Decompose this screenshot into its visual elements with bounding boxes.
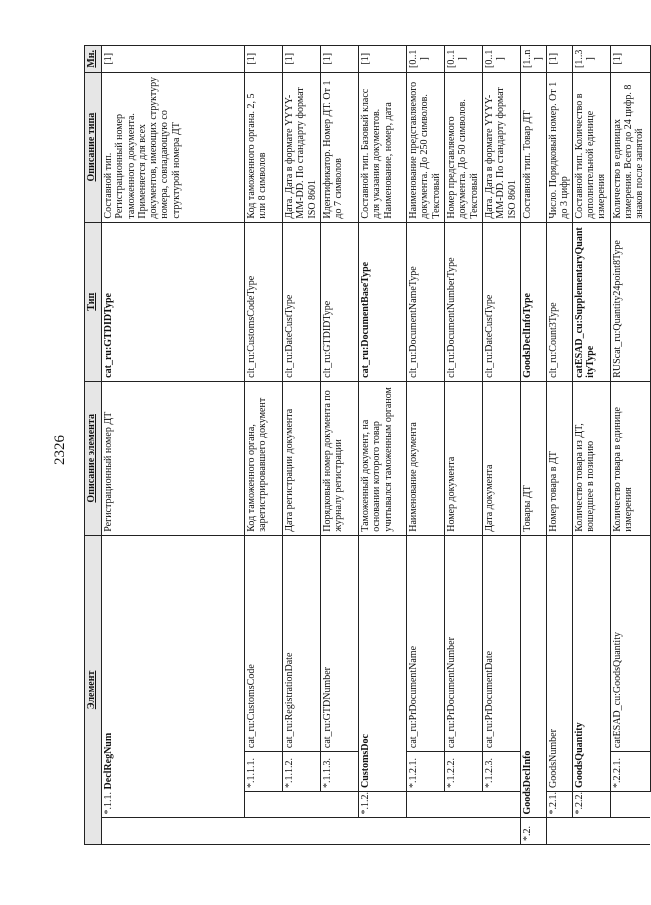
- table-row: [245, 46, 283, 845]
- multiplicity-cell: [1]: [321, 46, 359, 73]
- description-cell: Дата регистрации документа: [283, 381, 321, 535]
- multiplicity-cell: [1..n]: [521, 46, 547, 73]
- type-description-cell: Номер представляемого документа. До 50 символов. Текстовый: [445, 72, 483, 222]
- element-name: GoodsDeclInfo: [521, 535, 547, 818]
- type-cell: cat_ru:DocumentBaseType: [359, 222, 407, 381]
- table-row: [445, 46, 483, 845]
- element-name: CustomsDoc: [359, 535, 407, 791]
- element-table: [84, 45, 651, 845]
- type-cell: clt_ru:DateCustType: [283, 222, 321, 381]
- multiplicity-cell: [1]: [283, 46, 321, 73]
- type-cell: clt_ru:GTDIDType: [321, 222, 359, 381]
- indent-cell: [572, 818, 610, 845]
- header-element: Элемент: [85, 535, 102, 844]
- type-cell: cat_ru:GTDIDType: [102, 222, 245, 381]
- multiplicity-cell: [1]: [102, 46, 245, 73]
- description-cell: Таможенный документ, на основании которого товар учитывался таможенным органом: [359, 381, 407, 535]
- indent-cell: [445, 818, 483, 845]
- element-index: *.2.1.: [546, 791, 572, 818]
- element-index: *.1.2.2.: [445, 752, 483, 792]
- type-cell: clt_ru:DocumentNumberType: [445, 222, 483, 381]
- table-row: [572, 46, 610, 845]
- header-row: [85, 46, 102, 845]
- description-cell: Дата документа: [483, 381, 521, 535]
- type-description-cell: Дата. Дата в формате YYYY-MM-DD. По стандарту формат ISO 8601: [283, 72, 321, 222]
- element-index: *.2.: [521, 818, 547, 845]
- header-description: Описание элемента: [85, 381, 102, 535]
- description-cell: Наименование документа: [407, 381, 445, 535]
- indent-cell: [321, 818, 359, 845]
- type-cell: clt_ru:CustomsCodeType: [245, 222, 283, 381]
- element-index: *.1.1.1.: [245, 752, 283, 792]
- table-row: [407, 46, 445, 845]
- element-name: GoodsQuantity: [572, 535, 610, 791]
- indent-cell: [445, 791, 483, 818]
- type-cell: clt_ru:Count3Type: [546, 222, 572, 381]
- element-name: cat_ru:RegistrationDate: [283, 535, 321, 751]
- element-name: cat_ru:PrDocumentNumber: [445, 535, 483, 751]
- table-row: [610, 46, 650, 845]
- element-index: *.2.2.1.: [610, 752, 650, 792]
- rotated-table-wrapper: [84, 45, 646, 845]
- indent-cell: [407, 818, 445, 845]
- type-cell: clt_ru:DateCustType: [483, 222, 521, 381]
- multiplicity-cell: [1]: [359, 46, 407, 73]
- indent-cell: [102, 818, 245, 845]
- multiplicity-cell: [1]: [610, 46, 650, 73]
- header-type: Тип: [85, 222, 102, 381]
- type-description-cell: Код таможенного органа. 2, 5 или 8 символов: [245, 72, 283, 222]
- multiplicity-cell: [1]: [546, 46, 572, 73]
- header-type-description: Описание типа: [85, 72, 102, 222]
- element-index: *.1.1.: [103, 791, 114, 815]
- description-cell: Регистрационный номер ДТ: [102, 381, 245, 535]
- description-cell: Количество товара в единице измерения: [610, 381, 650, 535]
- type-cell: RUScat_ru:Quantity24point8Type: [610, 222, 650, 381]
- type-description-cell: Дата. Дата в формате YYYY-MM-DD. По стандарту формат ISO 8601: [483, 72, 521, 222]
- element-name: catESAD_cu:GoodsQuantity: [610, 535, 650, 751]
- type-description-cell: Составной тип. Регистрационный номер таможенного документа. Применяется для всех документов, имеющих структуру номера, совпадающую со структурой номера ДТ: [102, 72, 245, 222]
- indent-cell: [321, 791, 359, 818]
- element-index: *.1.2.: [359, 791, 407, 818]
- indent-cell: [483, 818, 521, 845]
- element-index: *.1.1.2.: [283, 752, 321, 792]
- description-cell: Код таможенного органа, зарегистрировавшего документ: [245, 381, 283, 535]
- element-index: *.2.2.: [572, 791, 610, 818]
- multiplicity-cell: [0..1]: [407, 46, 445, 73]
- indent-cell: [359, 818, 407, 845]
- type-description-cell: Составной тип. Товар ДТ: [521, 72, 547, 222]
- type-cell: GoodsDeclInfoType: [521, 222, 547, 381]
- indent-cell: [245, 818, 283, 845]
- indent-cell: [245, 791, 283, 818]
- table-row: [321, 46, 359, 845]
- table-row: [521, 46, 547, 845]
- indent-cell: [283, 818, 321, 845]
- element-name: cat_ru:PrDocumentDate: [483, 535, 521, 751]
- indent-cell: [283, 791, 321, 818]
- type-description-cell: Наименование представляемого документа. До 250 символов. Текстовый: [407, 72, 445, 222]
- type-cell: clt_ru:DocumentNameType: [407, 222, 445, 381]
- multiplicity-cell: [0..1]: [445, 46, 483, 73]
- element-index: *.1.1.3.: [321, 752, 359, 792]
- type-description-cell: Количество в единицах измерения. Всего до 24 цифр. 8 знаков после запятой: [610, 72, 650, 222]
- description-cell: Номер товара в ДТ: [546, 381, 572, 535]
- indent-cell: [610, 818, 650, 845]
- page-number: 2326: [51, 435, 68, 465]
- indent-cell: [610, 791, 650, 818]
- element-name: DeclRegNum: [103, 732, 114, 790]
- multiplicity-cell: [0..1]: [483, 46, 521, 73]
- multiplicity-cell: [1]: [245, 46, 283, 73]
- element-name: cat_ru:GTDNumber: [321, 535, 359, 751]
- table-row: [483, 46, 521, 845]
- element-cell: [102, 535, 245, 818]
- type-description-cell: Идентификатор. Номер ДТ. От 1 до 7 символов: [321, 72, 359, 222]
- header-multiplicity: Мн.: [85, 46, 102, 73]
- element-index: *.1.2.1.: [407, 752, 445, 792]
- indent-cell: [546, 818, 572, 845]
- table-row: [359, 46, 407, 845]
- description-cell: Порядковый номер документа по журналу регистрации: [321, 381, 359, 535]
- description-cell: Количество товара из ДТ, вошедшее в позицию: [572, 381, 610, 535]
- element-name: GoodsNumber: [546, 535, 572, 791]
- description-cell: Товары ДТ: [521, 381, 547, 535]
- element-name: cat_ru:CustomsCode: [245, 535, 283, 751]
- element-name: cat_ru:PrDocumentName: [407, 535, 445, 751]
- table-row: [546, 46, 572, 845]
- description-cell: Номер документа: [445, 381, 483, 535]
- type-cell: catESAD_cu:SupplementaryQuantityType: [572, 222, 610, 381]
- multiplicity-cell: [1..3]: [572, 46, 610, 73]
- table-row: [102, 46, 245, 845]
- type-description-cell: Число. Порядковый номер. От 1 до 3 цифр: [546, 72, 572, 222]
- indent-cell: [407, 791, 445, 818]
- table-row: [283, 46, 321, 845]
- element-index: *.1.2.3.: [483, 752, 521, 792]
- type-description-cell: Составной тип. Количество в дополнительной единице измерения: [572, 72, 610, 222]
- type-description-cell: Составной тип. Базовый класс для указания документов. Наименование, номер, дата: [359, 72, 407, 222]
- indent-cell: [483, 791, 521, 818]
